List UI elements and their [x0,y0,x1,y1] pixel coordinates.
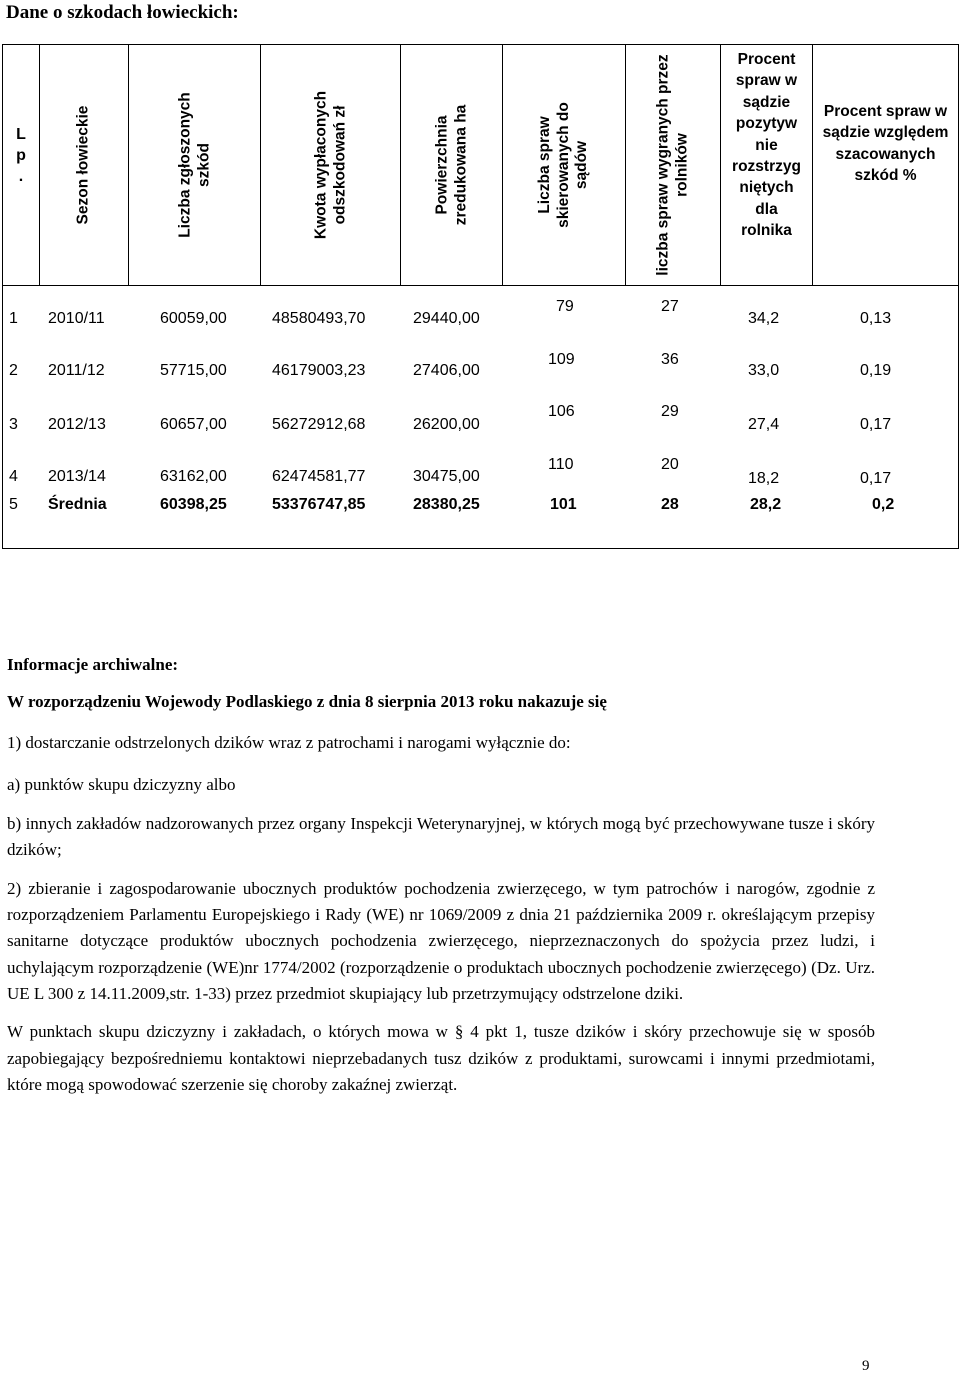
header-kwota [261,45,401,286]
header-powierzchnia-label: Powierzchnia zredukowana ha [432,104,469,226]
table-body [3,286,959,549]
cell-wygrane: 20 [661,456,679,473]
header-kwota-label: Kwota wypłaconych odszkodowań zł [311,90,348,240]
cell-sezon: 2013/14 [48,468,106,485]
header-liczba-skierowanych-label: Liczba spraw skierowanych do sądów [536,102,591,228]
header-procent-wzgledem [813,45,959,286]
cell-kwota: 62474581,77 [272,468,366,485]
cell-zgloszone: 57715,00 [160,362,227,379]
cell-skierowane: 106 [548,403,575,420]
cell-procent-wzgl: 0,19 [860,362,892,379]
cell-zgloszone: 60059,00 [160,310,227,327]
archive-section [7,650,875,1098]
cell-powierzchnia: 29440,00 [413,310,480,327]
cell-procent-wzgl: 0,17 [860,470,892,487]
header-procent-pozytywnie [721,45,813,286]
cell-wygrane: 27 [661,298,679,315]
cell-zgloszone: 63162,00 [160,468,227,485]
page-title: Dane o szkodach łowieckich: [6,2,239,23]
archive-paragraph-3: W punktach skupu dziczyzny i zakładach, o których mowa w § 4 pkt 1, tusze dzików i skóry przechowuje się w sposób zapobiegający bezpośredniemu kontaktowi nieprzebadanych tusz dzików z produktami, surowcami i innymi przedmiotami, które mogą spowodować szerzenie się choroby zakaźnej zwierząt. [7,1022,875,1095]
header-lp [3,45,40,286]
cell-sezon: Średnia [48,496,107,513]
cell-lp: 2 [9,362,18,379]
header-sezon [40,45,129,286]
header-wygranych-label: liczba spraw wygranych przez rolników [654,54,690,276]
cell-powierzchnia: 30475,00 [413,468,480,485]
cell-powierzchnia: 28380,25 [413,496,480,513]
cell-kwota: 48580493,70 [272,310,366,327]
cell-lp: 1 [9,310,18,327]
header-liczba-zgloszonych [129,45,261,286]
cell-lp: 3 [9,416,18,433]
cell-zgloszone: 60657,00 [160,416,227,433]
header-powierzchnia [401,45,503,286]
cell-lp: 4 [9,468,18,485]
cell-wygrane: 36 [661,351,679,368]
cell-skierowane: 101 [550,496,577,513]
cell-procent-poz: 33,0 [748,362,780,379]
cell-kwota: 46179003,23 [272,362,366,379]
cell-sezon: 2011/12 [48,362,105,379]
cell-procent-wzgl: 0,2 [872,496,895,513]
cell-skierowane: 79 [556,298,574,315]
cell-powierzchnia: 27406,00 [413,362,480,379]
cell-skierowane: 110 [548,456,574,473]
cell-skierowane: 109 [548,351,575,368]
cell-procent-poz: 27,4 [748,416,780,433]
cell-procent-poz: 28,2 [750,496,782,513]
archive-title: Informacje archiwalne: [7,655,179,674]
archive-point-1: 1) dostarczanie odstrzelonych dzików wraz z patrochami i narogami wyłącznie do: [7,733,571,753]
header-liczba-skierowanych [503,45,626,286]
header-liczba-zgloszonych-label: Liczba zgłoszonych szkód [175,92,212,238]
archive-point-a: a) punktów skupu dziczyzny albo [7,774,236,794]
archive-intro: W rozporządzeniu Wojewody Podlaskiego z dnia 8 sierpnia 2013 roku nakazuje się [7,692,607,712]
header-procent-wzgledem-label: Procent spraw w sądzie względem szacowanych szkód % [822,103,949,185]
cell-procent-wzgl: 0,13 [860,310,892,327]
page-number: 9 [862,1358,870,1374]
cell-kwota: 56272912,68 [272,416,366,433]
archive-point-2: 2) zbieranie i zagospodarowanie ubocznych produktów pochodzenia zwierzęcego, w tym patrochów i narogów, zgodnie z rozporządzeniem Parlamentu Europejskiego i Rady (WE) nr 1069/2009 z dnia 21 października 2009 r. określającym przepisy sanitarne dotyczące produktów ubocznych pochodzenia zwierzęcego, nieprzeznaczonych do spożycia przez ludzi, i uchylającym rozporządzenie (WE)nr 1774/2002 (rozporządzenie o produktach ubocznych pochodzenie zwierzęcego) (Dz. Urz. UE L 300 z 14.11.2009,str. 1-33) przez przedmiot skupiający lub przetrzymujący odstrzelone dziki. [7,878,875,1003]
header-sezon-label: Sezon łowieckie [74,105,92,225]
hunting-damage-table [2,44,959,549]
cell-wygrane: 29 [661,403,679,420]
cell-procent-poz: 34,2 [748,310,780,327]
archive-point-b: b) innych zakładów nadzorowanych przez organy Inspekcji Weterynaryjnej, w których mogą być przechowywane tusze i skóry dzików; [7,813,875,860]
cell-lp: 5 [9,496,18,513]
header-lp-label: L p . [16,126,26,185]
cell-sezon: 2012/13 [48,416,106,433]
cell-zgloszone: 60398,25 [160,496,227,513]
cell-sezon: 2010/11 [48,310,105,327]
header-procent-pozytywnie-label: Procent spraw w sądzie pozytyw nie rozstrzyg niętych dla rolnika [732,51,801,239]
cell-powierzchnia: 26200,00 [413,416,480,433]
cell-procent-wzgl: 0,17 [860,416,892,433]
cell-procent-poz: 18,2 [748,470,780,487]
cell-kwota: 53376747,85 [272,496,366,513]
cell-wygrane: 28 [661,496,679,513]
header-wygranych [626,45,721,286]
